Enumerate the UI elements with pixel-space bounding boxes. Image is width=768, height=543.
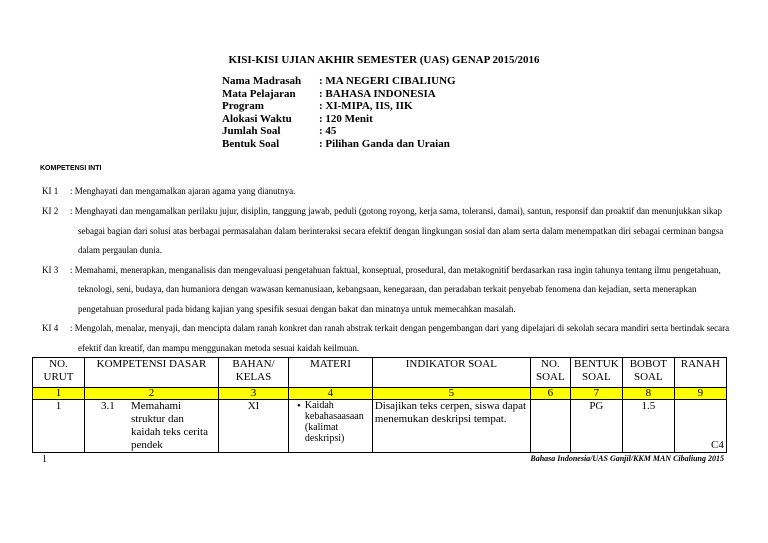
materi-text: Kaidah kebahasaasaan (kalimat deskripsi)	[304, 400, 364, 444]
meta-value: : 45	[319, 125, 337, 137]
meta-value: : Pilihan Ganda dan Uraian	[319, 137, 450, 150]
cell-no: 1	[33, 400, 85, 453]
table-row	[33, 400, 727, 453]
meta-key: Mata Pelajaran	[222, 87, 296, 100]
number-cell: 5	[372, 388, 530, 400]
kd-text: Memahami struktur dan kaidah teks cerita pendek	[131, 400, 208, 451]
number-cell: 2	[85, 388, 219, 400]
meta-key: Alokasi Waktu	[222, 112, 292, 125]
meta-row-madrasah	[222, 75, 456, 88]
number-cell: 4	[289, 388, 373, 400]
document-title: KISI-KISI UJIAN AKHIR SEMESTER (UAS) GENAP 2015/2016	[228, 54, 540, 66]
number-cell: 7	[570, 388, 622, 400]
number-cell: 8	[622, 388, 674, 400]
footer-text: Bahasa Indonesia/UAS Ganjil/KKM MAN Cibaliung 2015	[530, 454, 724, 463]
cell-bentuk: PG	[570, 400, 622, 453]
header-cell: MATERI	[289, 358, 373, 388]
cell-kelas: XI	[219, 400, 289, 453]
kd-number: 3.1	[101, 400, 115, 412]
bullet-icon: •	[297, 400, 301, 412]
meta-row-program	[222, 100, 456, 113]
header-cell: RANAH	[674, 358, 726, 388]
number-cell: 9	[674, 388, 726, 400]
kisi-table	[32, 357, 727, 453]
meta-value: : BAHASA INDONESIA	[319, 87, 436, 100]
ki-label: KI 1	[42, 186, 59, 196]
number-cell: 6	[530, 388, 570, 400]
ki-text-line: efektif dan kreatif, dan mampu menggunakan metoda sesuai kaidah keilmuan.	[78, 343, 360, 353]
table-number-row	[33, 388, 727, 400]
cell-kd	[85, 400, 219, 453]
ki-label: KI 2	[42, 206, 59, 216]
cell-materi	[289, 400, 373, 453]
number-cell: 3	[219, 388, 289, 400]
meta-row-jumlah	[222, 125, 456, 138]
header-cell: BAHAN/ KELAS	[219, 358, 289, 388]
meta-row-mapel	[222, 88, 456, 101]
cell-indikator: Disajikan teks cerpen, siswa dapat menemukan deskripsi tempat.	[372, 400, 530, 453]
table-header-row	[33, 358, 727, 388]
ki-label: KI 4	[42, 323, 59, 333]
ki-label: KI 3	[42, 265, 59, 275]
ki-text-line: dalam pergaulan dunia.	[78, 245, 163, 255]
ki-text-line: pengetahuan prosedural pada bidang kajian yang spesifik sesuai dengan bakat dan minatnya untuk memecahkan masalah.	[78, 304, 516, 314]
header-cell: KOMPETENSI DASAR	[85, 358, 219, 388]
cell-bobot: 1.5	[622, 400, 674, 453]
header-cell: BENTUK SOAL	[570, 358, 622, 388]
meta-key: Nama Madrasah	[222, 75, 302, 87]
cell-no-soal	[530, 400, 570, 453]
header-cell: BOBOT SOAL	[622, 358, 674, 388]
ki-text-line: teknologi, seni, budaya, dan humaniora dengan wawasan kemanusiaan, kebangsaan, kenegaraan, dan peradaban terkait penyebab fenomena dan kejadian, serta menerapkan	[78, 284, 697, 294]
meta-block	[222, 75, 456, 150]
ki-heading: KOMPETENSI INTI	[40, 165, 102, 172]
meta-key: Bentuk Soal	[222, 137, 280, 150]
meta-value: : 120 Menit	[319, 112, 373, 125]
meta-key: Program	[222, 100, 264, 112]
ki-text-line: : Menghayati dan mengamalkan ajaran agama yang dianutnya.	[70, 186, 296, 196]
header-cell: INDIKATOR SOAL	[372, 358, 530, 388]
header-cell: NO. URUT	[33, 358, 85, 388]
meta-value: : MA NEGERI CIBALIUNG	[319, 75, 456, 87]
ki-text-line: : Mengolah, menalar, menyaji, dan mencipta dalam ranah konkret dan ranah abstrak terkait dengan pengembangan dari yang dipelajari di sekolah secara mandiri serta bertindak secara	[70, 323, 730, 333]
ki-text-line: : Memahami, menerapkan, menganalisis dan mengevaluasi pengetahuan faktual, konseptual, prosedural, dan metakognitif berdasarkan rasa ingin tahunya tentang ilmu pengetahuan,	[70, 265, 721, 275]
meta-key: Jumlah Soal	[222, 125, 281, 137]
page-number: 1	[42, 454, 47, 465]
header-cell: NO. SOAL	[530, 358, 570, 388]
ki-text-line: sebagai bagian dari solusi atas berbagai permasalahan dalam berinteraksi secara efektif dengan lingkungan sosial dan alam serta dalam menempatkan diri sebagai cerminan bangsa	[78, 226, 724, 236]
cell-ranah: C4	[674, 400, 726, 453]
meta-value: : XI-MIPA, IIS, IIK	[319, 100, 413, 112]
ki-text-line: : Menghayati dan mengamalkan perilaku jujur, disiplin, tanggung jawab, peduli (gotong royong, kerja sama, toleransi, damai), santun, responsif dan proaktif dan menunjukkan sikap	[70, 206, 722, 216]
number-cell: 1	[33, 388, 85, 400]
meta-row-alokasi	[222, 113, 456, 126]
meta-row-bentuk	[222, 138, 456, 151]
